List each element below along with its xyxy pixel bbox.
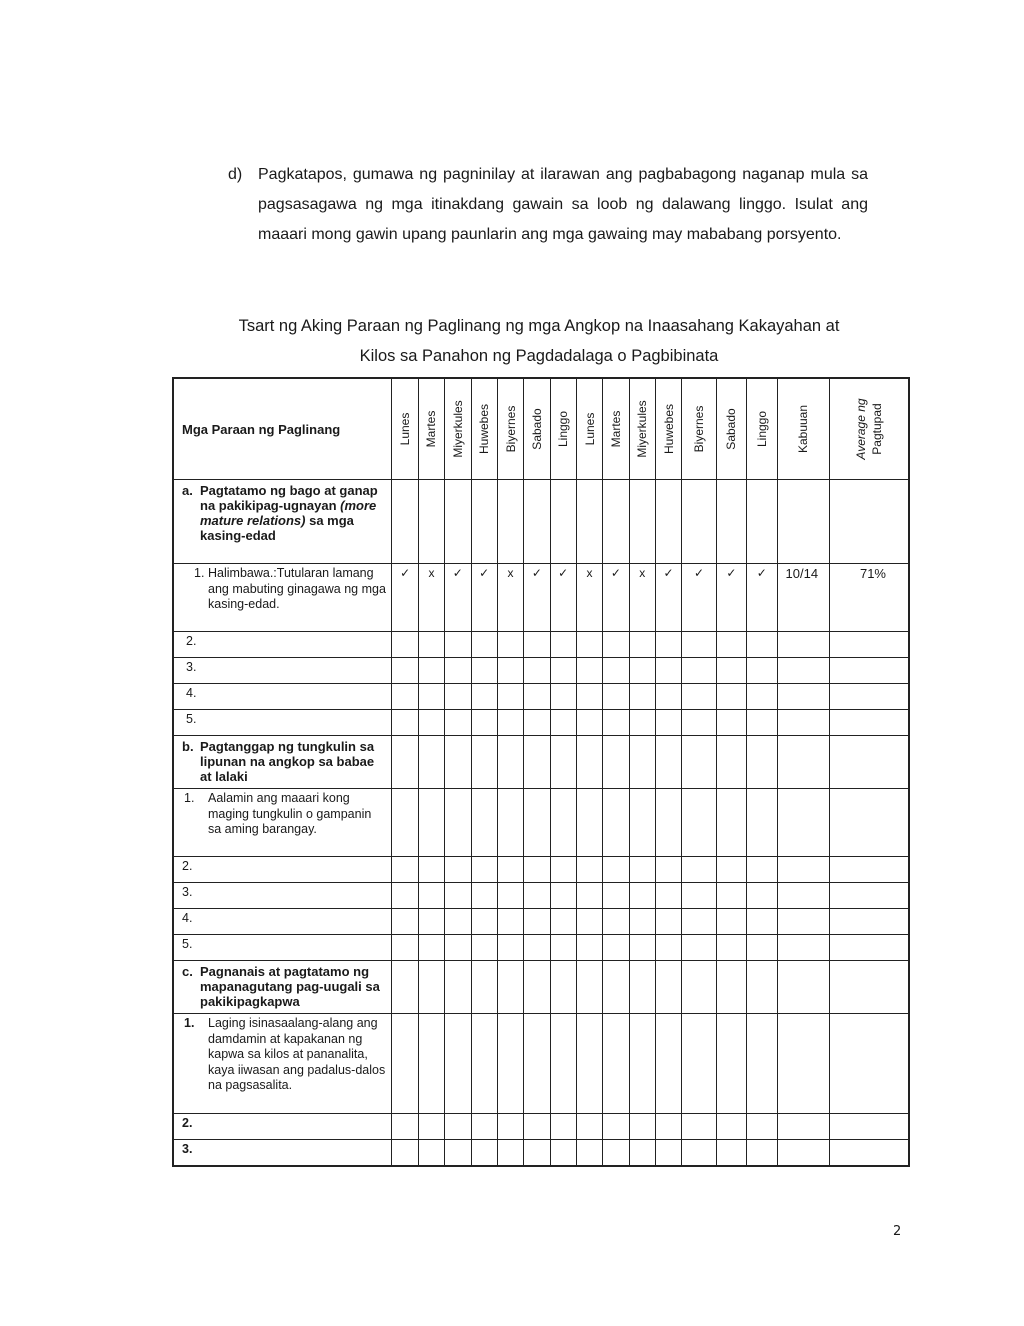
header-day bbox=[445, 378, 471, 480]
day-label: Sabado bbox=[724, 408, 739, 450]
section-a-label bbox=[173, 480, 392, 564]
table-row bbox=[173, 857, 909, 883]
header-day bbox=[716, 378, 746, 480]
instruction-paragraph bbox=[228, 160, 868, 250]
header-main: Mga Paraan ng Paglinang bbox=[173, 378, 392, 480]
mark-cell: ✓ bbox=[682, 564, 716, 632]
item-marker: 1. bbox=[184, 791, 195, 805]
mark-cell: x bbox=[629, 564, 655, 632]
header-day bbox=[418, 378, 444, 480]
item-text: Laging isinasaalang-alang ang damdamin at kapakanan ng kapwa sa kilos at pananalita, kaya iiwasan ang padalus-dalos na pagsasalita. bbox=[208, 1016, 386, 1092]
mark-cell: ✓ bbox=[445, 564, 471, 632]
table-row bbox=[173, 909, 909, 935]
header-row bbox=[173, 378, 909, 480]
day-label: Huwebes bbox=[661, 403, 676, 455]
table-row bbox=[173, 710, 909, 736]
section-marker: a. bbox=[182, 483, 193, 498]
table-row bbox=[173, 789, 909, 857]
item-b1 bbox=[173, 789, 392, 857]
progress-table bbox=[172, 377, 910, 1167]
row-number: 2. bbox=[173, 1114, 392, 1140]
header-day bbox=[682, 378, 716, 480]
row-number: 4. bbox=[173, 684, 392, 710]
day-label: Miyerkules bbox=[635, 400, 650, 458]
day-label: Martes bbox=[424, 410, 439, 448]
mark-cell: ✓ bbox=[524, 564, 550, 632]
day-label: Linggo bbox=[754, 410, 769, 448]
mark-cell: ✓ bbox=[471, 564, 497, 632]
mark-cell: ✓ bbox=[603, 564, 629, 632]
day-label: Huwebes bbox=[477, 403, 492, 455]
table-row bbox=[173, 935, 909, 961]
section-a-text-end: sa mga kasing-edad bbox=[200, 513, 354, 543]
header-day bbox=[392, 378, 418, 480]
section-c-text: Pagnanais at pagtatamo ng mapanagutang pag-uugali sa pakikipagkapwa bbox=[200, 964, 380, 1009]
header-day bbox=[550, 378, 576, 480]
day-label: Linggo bbox=[556, 410, 571, 448]
section-b-label bbox=[173, 736, 392, 789]
header-day bbox=[655, 378, 681, 480]
header-day bbox=[524, 378, 550, 480]
table-row bbox=[173, 883, 909, 909]
table-row bbox=[173, 658, 909, 684]
table-row bbox=[173, 684, 909, 710]
average-label-line2: Pagtupad bbox=[870, 403, 885, 455]
section-row-a bbox=[173, 480, 909, 564]
average-label bbox=[853, 398, 885, 459]
item-text: Aalamin ang maaari kong maging tungkulin o gampanin sa aming barangay. bbox=[208, 791, 372, 836]
item-a1 bbox=[173, 564, 392, 632]
item-c1 bbox=[173, 1014, 392, 1114]
table-row bbox=[173, 632, 909, 658]
item-marker: 1. bbox=[184, 1016, 195, 1030]
section-a-italic: (more mature relations) bbox=[200, 498, 377, 528]
mark-cell: ✓ bbox=[550, 564, 576, 632]
row-number: 5. bbox=[173, 710, 392, 736]
row-number: 3. bbox=[173, 1140, 392, 1166]
section-c-label bbox=[173, 961, 392, 1014]
table-row bbox=[173, 564, 909, 632]
chart-title-line2: Kilos sa Panahon ng Pagdadalaga o Pagbibinata bbox=[359, 347, 719, 365]
header-day bbox=[629, 378, 655, 480]
row-number: 4. bbox=[173, 909, 392, 935]
section-a-text: Pagtatamo ng bago at ganap na pakikipag-ugnayan bbox=[200, 483, 378, 513]
header-day bbox=[747, 378, 777, 480]
instruction-text: Pagkatapos, gumawa ng pagninilay at ilarawan ang pagbabagong naganap mula sa pagsasagawa ng mga itinakdang gawain sa loob ng dalawang linggo. Isulat ang maaari mong gawin upang paunlarin ang mga gawaing may mababang porsyento. bbox=[258, 166, 868, 243]
table-row bbox=[173, 1014, 909, 1114]
mark-cell: x bbox=[576, 564, 602, 632]
header-average bbox=[830, 378, 909, 480]
header-total bbox=[777, 378, 830, 480]
table-row bbox=[173, 1140, 909, 1166]
header-day bbox=[576, 378, 602, 480]
header-day bbox=[471, 378, 497, 480]
day-label: Biyernes bbox=[503, 405, 518, 453]
mark-cell: x bbox=[418, 564, 444, 632]
mark-cell: x bbox=[497, 564, 523, 632]
header-day bbox=[603, 378, 629, 480]
item-marker: 1. bbox=[194, 566, 205, 580]
section-row-c bbox=[173, 961, 909, 1014]
row-number: 2. bbox=[173, 632, 392, 658]
average-cell: 71% bbox=[830, 564, 909, 632]
day-label: Martes bbox=[608, 410, 623, 448]
table-row bbox=[173, 1114, 909, 1140]
average-label-line1: Average ng bbox=[854, 398, 869, 460]
total-cell: 10/14 bbox=[777, 564, 830, 632]
header-day bbox=[497, 378, 523, 480]
row-number: 5. bbox=[173, 935, 392, 961]
total-label: Kabuuan bbox=[796, 404, 811, 454]
row-number: 3. bbox=[173, 883, 392, 909]
mark-cell: ✓ bbox=[655, 564, 681, 632]
mark-cell: ✓ bbox=[747, 564, 777, 632]
day-label: Miyerkules bbox=[450, 400, 465, 458]
mark-cell: ✓ bbox=[392, 564, 418, 632]
day-label: Biyernes bbox=[691, 405, 706, 453]
section-marker: b. bbox=[182, 739, 194, 754]
section-marker: c. bbox=[182, 964, 193, 979]
mark-cell: ✓ bbox=[716, 564, 746, 632]
section-b-text: Pagtanggap ng tungkulin sa lipunan na angkop sa babae at lalaki bbox=[200, 739, 375, 784]
day-label: Lunes bbox=[582, 412, 597, 446]
section-row-b bbox=[173, 736, 909, 789]
instruction-marker: d) bbox=[228, 166, 243, 183]
day-label: Lunes bbox=[398, 412, 413, 446]
item-text: Halimbawa.:Tutularan lamang ang mabuting ginagawa ng mga kasing-edad. bbox=[208, 566, 386, 611]
row-number: 3. bbox=[173, 658, 392, 684]
chart-title-line1: Tsart ng Aking Paraan ng Paglinang ng mga Angkop na Inaasahang Kakayahan at bbox=[238, 317, 840, 335]
page-number: 2 bbox=[893, 1224, 902, 1239]
day-label: Sabado bbox=[529, 408, 544, 450]
row-number: 2. bbox=[173, 857, 392, 883]
